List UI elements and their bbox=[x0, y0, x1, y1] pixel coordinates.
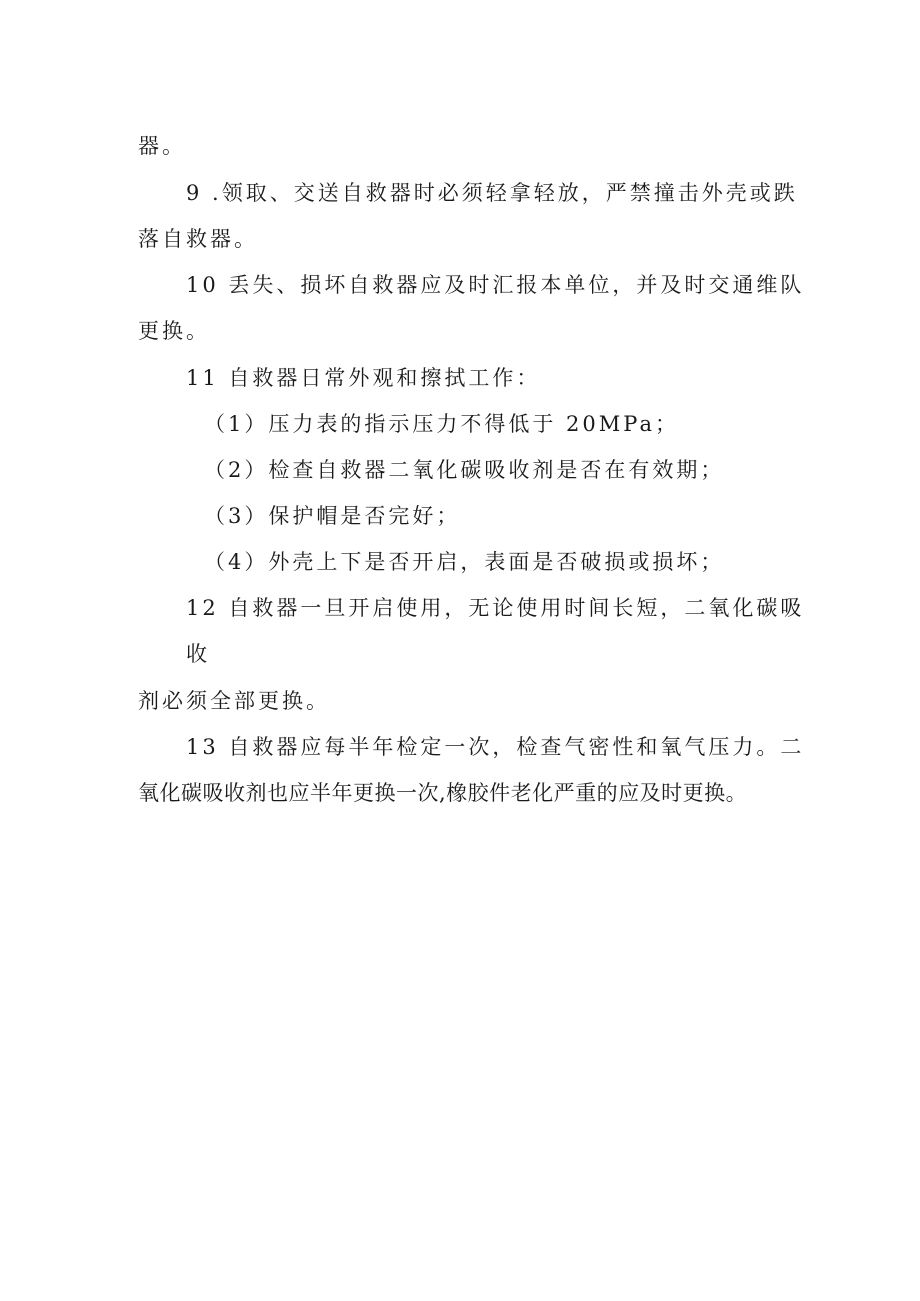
item-9-line-2: 落自救器。 bbox=[138, 227, 258, 251]
item-10-line-2: 更换。 bbox=[138, 319, 210, 343]
item-12-line-1: 12 自救器一旦开启使用，无论使用时间长短，二氧化碳吸 bbox=[186, 596, 805, 620]
item-10-line-1: 10 丢失、损坏自救器应及时汇报本单位，并及时交通维队 bbox=[186, 273, 805, 297]
item-13-line-2: 氧化碳吸收剂也应半年更换一次,橡胶件老化严重的应及时更换。 bbox=[138, 781, 748, 805]
item-11-subitem-1: （1）压力表的指示压力不得低于 20MPa； bbox=[204, 412, 679, 436]
item-13-line-1: 13 自救器应每半年检定一次，检查气密性和氧气压力。二 bbox=[186, 735, 805, 759]
item-11-subitem-3: （3）保护帽是否完好； bbox=[204, 504, 461, 528]
item-11-subitem-2: （2）检查自救器二氧化碳吸收剂是否在有效期； bbox=[204, 458, 725, 482]
item-11-subitem-4: （4）外壳上下是否开启，表面是否破损或损坏； bbox=[204, 550, 725, 574]
item-12-line-3: 剂必须全部更换。 bbox=[138, 689, 330, 713]
item-11-heading: 11 自救器日常外观和擦拭工作： bbox=[186, 366, 541, 390]
item-9-line-1: 9 .领取、交送自救器时必须轻拿轻放，严禁撞击外壳或跌 bbox=[186, 181, 798, 205]
item-12-line-2: 收 bbox=[186, 642, 210, 666]
text-line-continuation: 器。 bbox=[138, 134, 186, 158]
